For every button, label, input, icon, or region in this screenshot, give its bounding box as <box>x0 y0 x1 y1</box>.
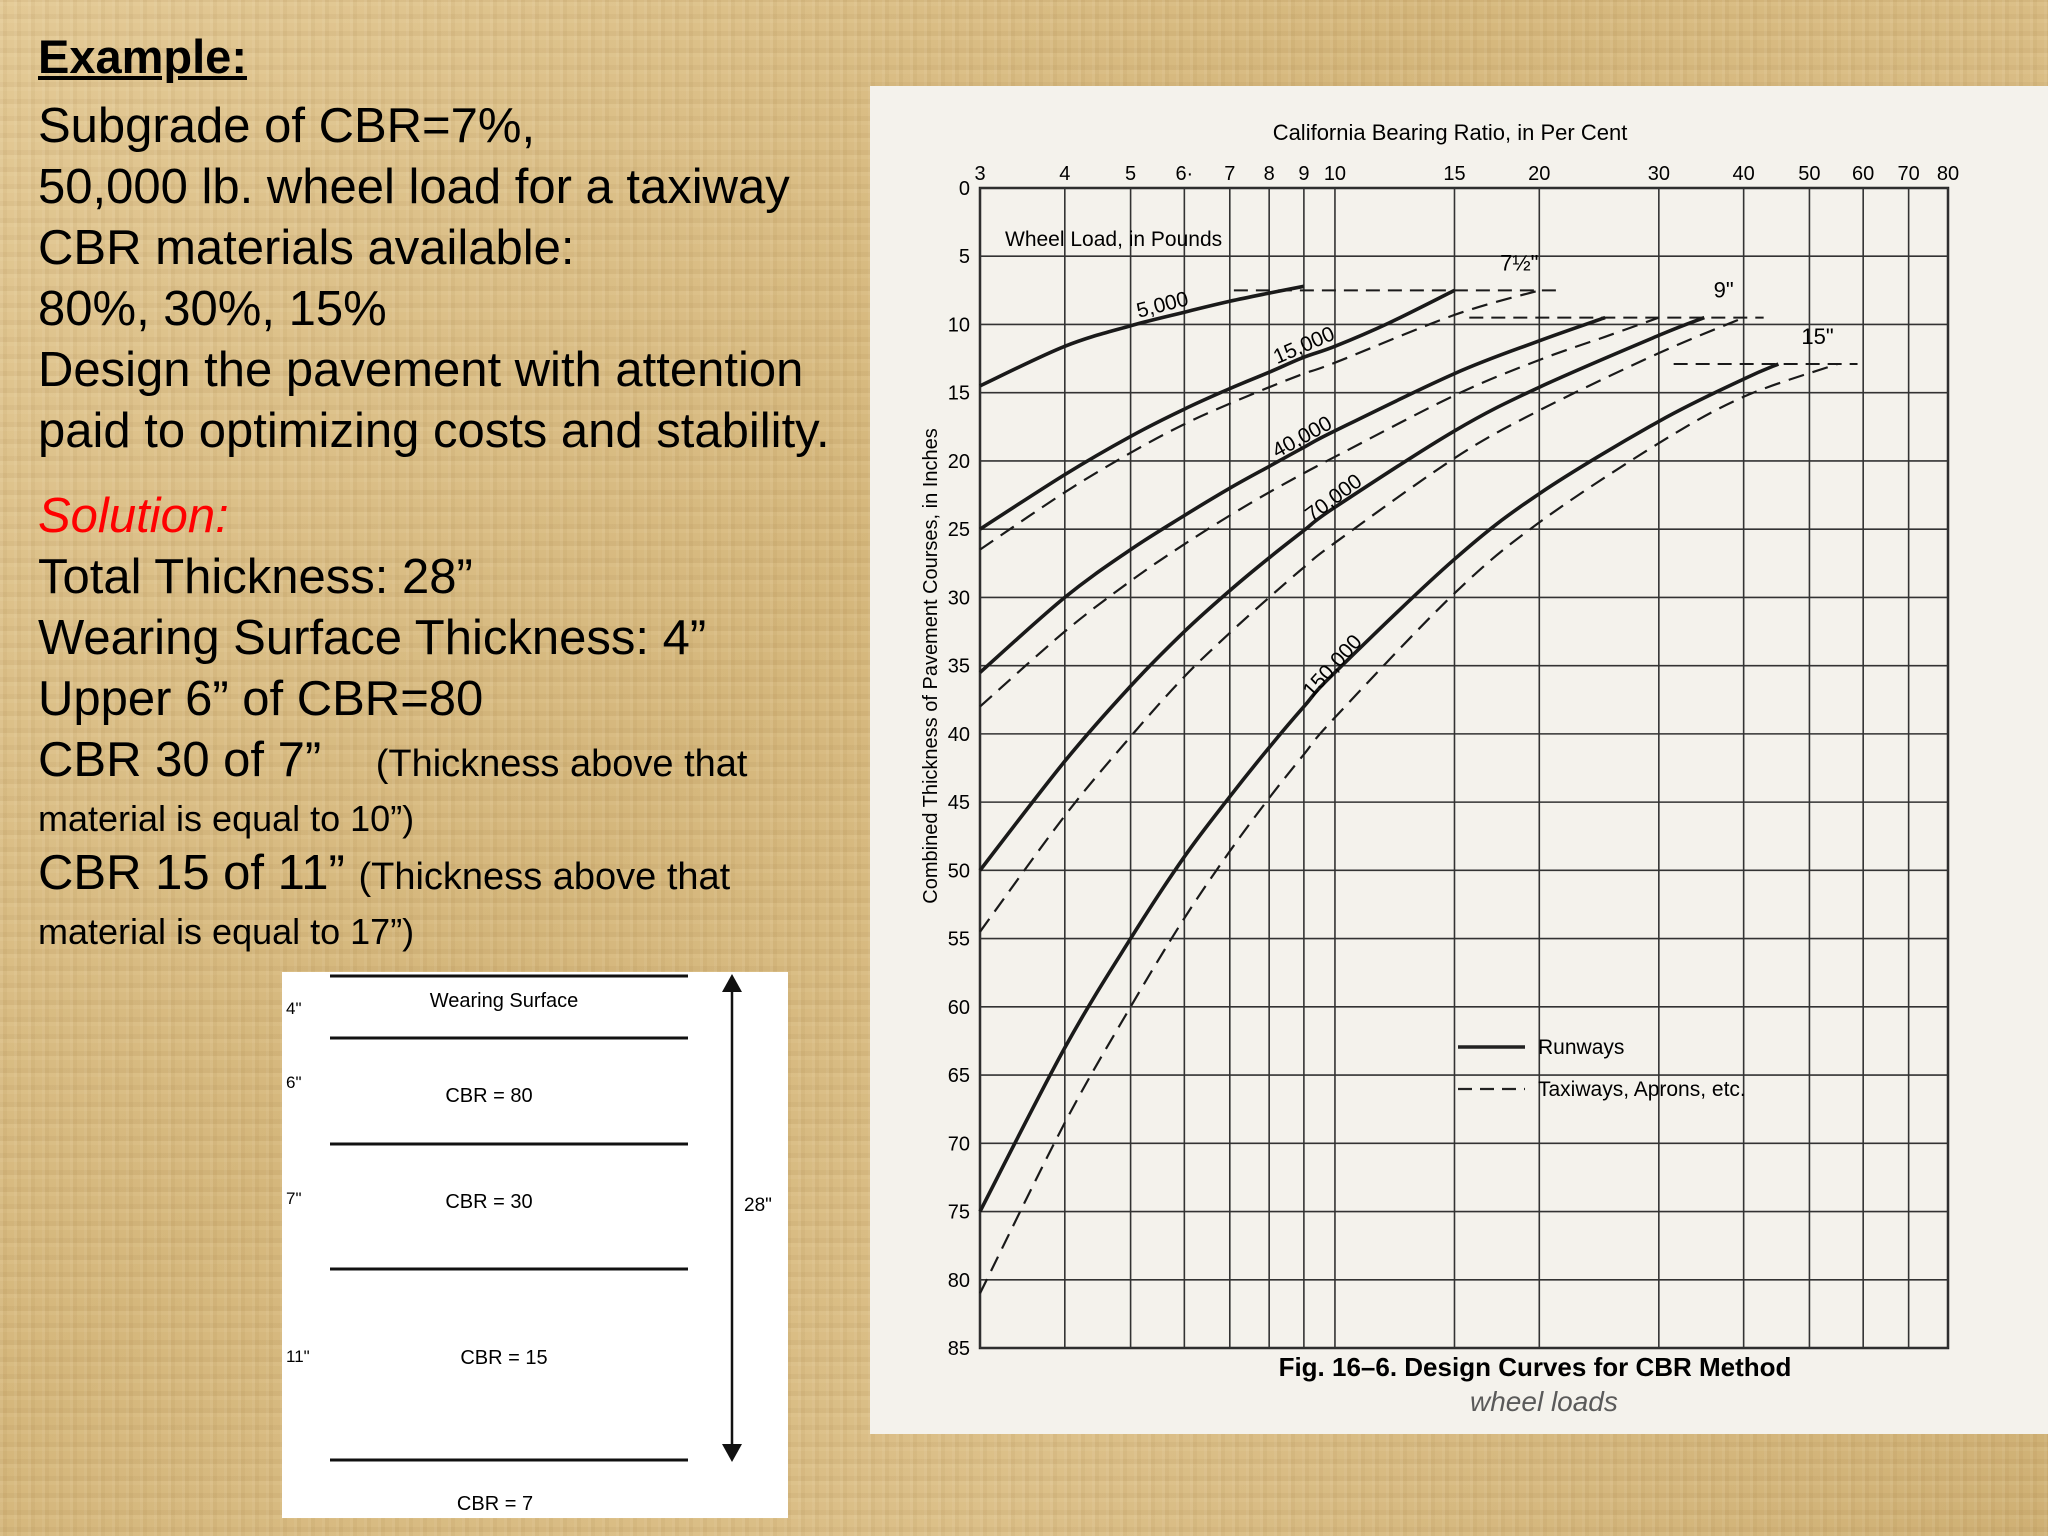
y-tick-label: 45 <box>947 792 970 815</box>
x-tick-label: 80 <box>1936 163 1960 185</box>
chart-grid <box>980 188 1948 1348</box>
x-tick-label: 3 <box>974 163 986 185</box>
example-line-6: paid to optimizing costs and stability. <box>38 404 830 458</box>
y-tick-label: 30 <box>947 587 970 610</box>
x-tick-label: 10 <box>1323 163 1347 185</box>
solution-cbr30-text: CBR 30 of 7” <box>38 733 322 787</box>
example-line-2: 50,000 lb. wheel load for a taxiway <box>38 160 790 214</box>
layer-label-wearing: Wearing Surface <box>429 990 579 1012</box>
legend-taxiways: Taxiways, Aprons, etc. <box>1538 1078 1746 1101</box>
solution-cbr15 <box>38 843 888 908</box>
pavement-layer-diagram <box>282 972 788 1518</box>
total-thickness-label: 28" <box>744 1195 772 1216</box>
cbr-design-chart <box>870 86 2048 1434</box>
example-line-1: Subgrade of CBR=7%, <box>38 99 536 153</box>
x-tick-label: 70 <box>1897 163 1920 185</box>
y-tick-label: 85 <box>947 1338 970 1360</box>
min-thickness-label: 15" <box>1801 324 1834 350</box>
min-thickness-label: 9" <box>1713 277 1734 303</box>
wheel-load-label: 70,000 <box>1301 469 1367 527</box>
y-tick-label: 70 <box>947 1133 970 1156</box>
layer-thickness-11: 11" <box>286 1347 310 1366</box>
chart-labels <box>948 163 1959 1360</box>
y-tick-label: 20 <box>947 450 970 473</box>
example-line-3: CBR materials available: <box>38 221 575 275</box>
arrow-down-icon <box>722 1444 742 1462</box>
layer-thickness-6: 6" <box>286 1073 302 1092</box>
y-axis-label: Combined Thickness of Pavement Courses, in Inches <box>920 428 942 904</box>
y-tick-label: 65 <box>947 1065 970 1088</box>
chart-legend <box>1458 1036 1746 1101</box>
wheel-load-label: 40,000 <box>1268 411 1336 463</box>
layer-label-cbr15: CBR = 15 <box>460 1347 548 1369</box>
example-line-4: 80%, 30%, 15% <box>38 282 387 336</box>
x-tick-label: 8 <box>1263 163 1275 185</box>
solution-cbr30-note-b: material is equal to 10”) <box>38 798 415 839</box>
solution-cbr30-note-a: (Thickness above that <box>375 743 748 785</box>
y-tick-label: 0 <box>958 178 970 200</box>
y-tick-label: 75 <box>947 1201 970 1224</box>
y-tick-label: 5 <box>958 246 970 269</box>
chart-title: California Bearing Ratio, in Per Cent <box>1272 120 1628 145</box>
solution-cbr15-text: CBR 15 of 11” <box>38 846 345 900</box>
y-tick-label: 40 <box>947 723 970 746</box>
y-tick-label: 80 <box>947 1269 970 1292</box>
min-thickness-label: 7½" <box>1500 250 1539 276</box>
y-tick-label: 15 <box>947 382 970 405</box>
y-tick-label: 25 <box>947 519 970 542</box>
left-text-block <box>38 30 888 956</box>
x-tick-label: 40 <box>1732 163 1755 185</box>
taxiway-curve <box>980 290 1539 549</box>
arrow-up-icon <box>722 974 742 992</box>
x-tick-label: 5 <box>1125 163 1137 185</box>
handwritten-note: wheel loads <box>1470 1386 1618 1417</box>
y-tick-label: 35 <box>947 655 970 678</box>
solution-cbr30 <box>38 730 888 795</box>
wheel-load-label: 15,000 <box>1270 322 1339 369</box>
x-tick-label: 15 <box>1443 163 1466 185</box>
x-tick-label: 9 <box>1298 163 1310 185</box>
solution-heading: Solution: <box>38 489 229 543</box>
layer-label-cbr80: CBR = 80 <box>445 1085 533 1107</box>
chart-svg <box>870 86 2048 1434</box>
x-tick-label: 60 <box>1852 163 1875 185</box>
layer-thickness-7: 7" <box>286 1189 302 1208</box>
solution-total: Total Thickness: 28” <box>38 550 473 604</box>
wheel-load-label: 150,000 <box>1298 630 1367 702</box>
x-tick-label: 20 <box>1528 163 1551 185</box>
legend-runways: Runways <box>1538 1036 1625 1059</box>
x-tick-label: 4 <box>1059 163 1071 185</box>
taxiway-curve <box>980 364 1838 1293</box>
chart-curves <box>980 286 1858 1293</box>
x-tick-label: 30 <box>1647 163 1670 185</box>
example-heading: Example: <box>38 30 247 83</box>
solution-cbr15-note-b: material is equal to 17”) <box>38 911 415 952</box>
plot-frame <box>980 188 1948 1348</box>
layer-thickness-4: 4" <box>286 999 302 1018</box>
example-line-5: Design the pavement with attention <box>38 343 804 397</box>
solution-upper: Upper 6” of CBR=80 <box>38 672 484 726</box>
x-tick-label: 6· <box>1175 163 1194 185</box>
wheel-load-label: 5,000 <box>1134 287 1191 323</box>
chart-caption: Fig. 16–6. Design Curves for CBR Method <box>1278 1352 1792 1382</box>
layer-diagram-svg <box>282 972 788 1518</box>
y-tick-label: 55 <box>947 928 970 951</box>
layer-label-subgrade: CBR = 7 <box>456 1493 534 1515</box>
y-tick-label: 10 <box>947 314 970 337</box>
wheel-load-note: Wheel Load, in Pounds <box>1005 228 1223 251</box>
taxiway-curve <box>980 318 1744 932</box>
layer-label-cbr30: CBR = 30 <box>445 1191 533 1213</box>
x-tick-label: 7 <box>1224 163 1236 185</box>
y-tick-label: 50 <box>947 860 970 883</box>
x-tick-label: 50 <box>1798 163 1821 185</box>
solution-cbr15-note-a: (Thickness above that <box>358 856 731 898</box>
solution-wearing: Wearing Surface Thickness: 4” <box>38 611 707 665</box>
y-tick-label: 60 <box>947 996 970 1019</box>
